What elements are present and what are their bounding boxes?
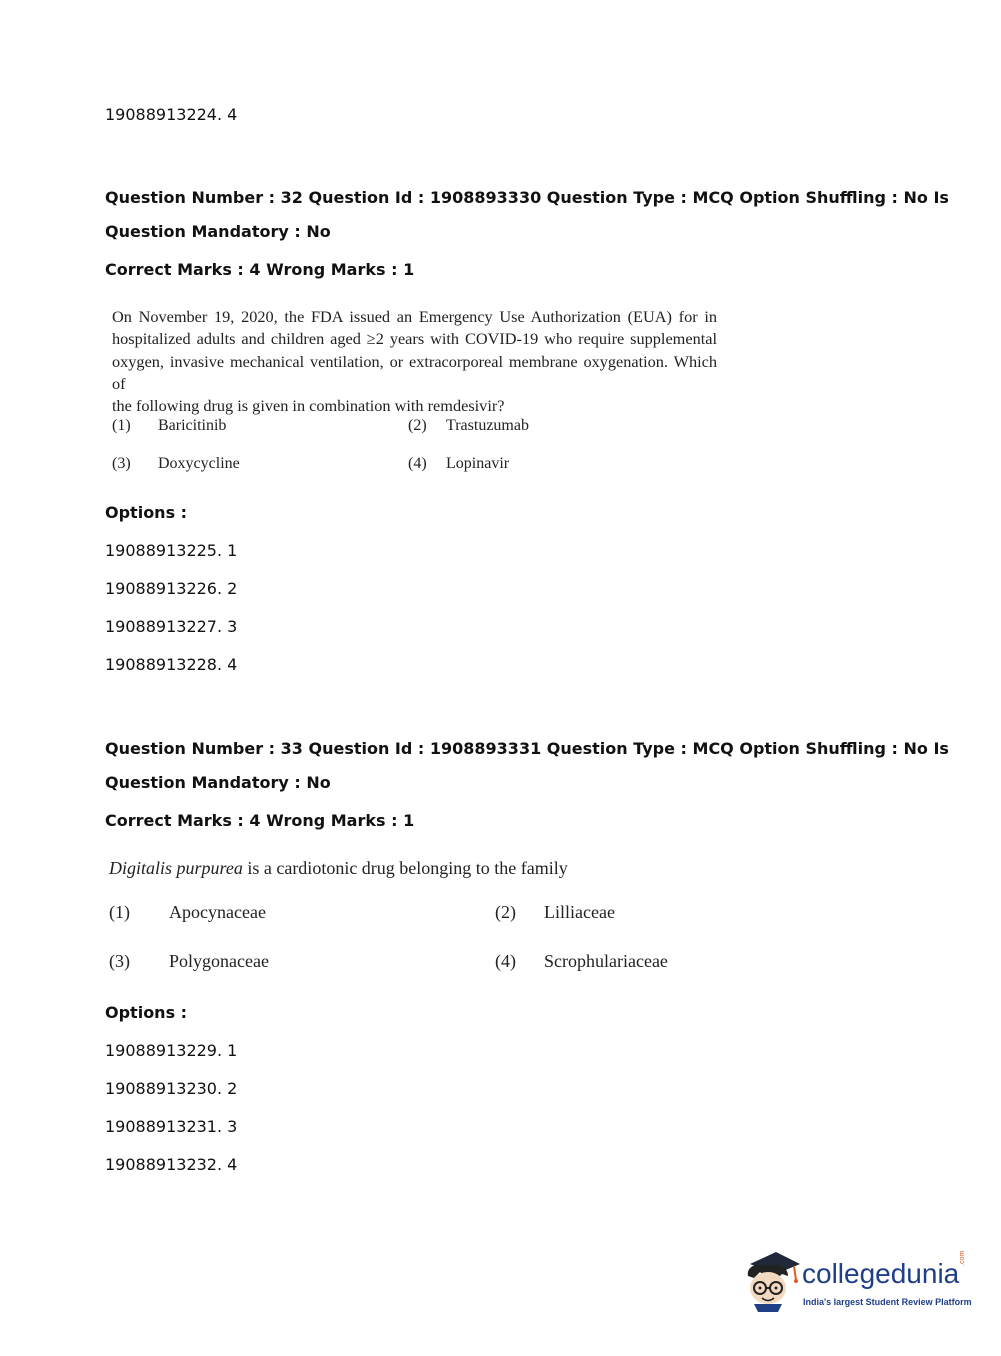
q32-question-line: hospitalized adults and children aged ≥2 years with COVID-19 who require supplemental [112, 329, 717, 349]
logo-wordmark: collegedunia [802, 1258, 960, 1289]
q33-option-1: 19088913229. 1 [105, 1041, 238, 1060]
q33-choice-3-label: Polygonaceae [169, 951, 269, 971]
logo-tagline: India's largest Student Review Platform [803, 1297, 972, 1307]
prev-option: 19088913224. 4 [105, 105, 238, 124]
q33-marks: Correct Marks : 4 Wrong Marks : 1 [105, 811, 415, 830]
collegedunia-logo [742, 1250, 972, 1320]
q32-choice-2-num: (2) [408, 417, 427, 434]
q33-option-4: 19088913232. 4 [105, 1155, 238, 1174]
q32-header-line1: Question Number : 32 Question Id : 1908893330 Question Type : MCQ Option Shuffling : No Is [105, 188, 949, 207]
q32-choice-2-label: Trastuzumab [446, 417, 529, 434]
q32-choice-1-num: (1) [112, 417, 131, 434]
q33-option-3: 19088913231. 3 [105, 1117, 238, 1136]
q32-choice-4-label: Lopinavir [446, 455, 510, 472]
q33-choice-3-num: (3) [109, 951, 130, 971]
q32-question-line: On November 19, 2020, the FDA issued an Emergency Use Authorization (EUA) for in [112, 307, 717, 326]
q32-choice-4-num: (4) [408, 455, 427, 472]
q33-header-line2: Question Mandatory : No [105, 773, 331, 792]
q32-option-1: 19088913225. 1 [105, 541, 238, 560]
q32-question-text [112, 306, 717, 417]
q32-choice-1-label: Baricitinib [158, 417, 227, 434]
q32-option-2: 19088913226. 2 [105, 579, 238, 598]
q33-option-2: 19088913230. 2 [105, 1079, 238, 1098]
mascot-icon [742, 1250, 802, 1312]
q32-question-line: oxygen, invasive mechanical ventilation, or extracorporeal membrane oxygenation. Which of [112, 351, 717, 393]
q32-question-line: the following drug is given in combination with remdesivir? [112, 396, 505, 416]
q33-choice-2-label: Lilliaceae [544, 902, 615, 922]
q33-choice-2-num: (2) [495, 902, 516, 922]
q32-option-4: 19088913228. 4 [105, 655, 238, 674]
q33-species-name: Digitalis purpurea [109, 858, 243, 878]
q33-header-line1: Question Number : 33 Question Id : 1908893331 Question Type : MCQ Option Shuffling : No Is [105, 739, 949, 758]
q32-options-label: Options : [105, 503, 188, 522]
q33-choice-1-label: Apocynaceae [169, 902, 266, 922]
q33-choice-4-label: Scrophulariaceae [544, 951, 668, 971]
q32-choice-3-num: (3) [112, 455, 131, 472]
q33-choice-1-num: (1) [109, 902, 130, 922]
q32-option-3: 19088913227. 3 [105, 617, 238, 636]
q33-choice-4-num: (4) [495, 951, 516, 971]
q32-marks: Correct Marks : 4 Wrong Marks : 1 [105, 260, 415, 279]
q33-question-text [109, 858, 568, 879]
q32-choice-3-label: Doxycycline [158, 455, 240, 472]
q33-options-label: Options : [105, 1003, 188, 1022]
q32-header-line2: Question Mandatory : No [105, 222, 331, 241]
q33-question-rest: is a cardiotonic drug belonging to the family [242, 858, 568, 878]
logo-suffix: .com [959, 1250, 966, 1266]
